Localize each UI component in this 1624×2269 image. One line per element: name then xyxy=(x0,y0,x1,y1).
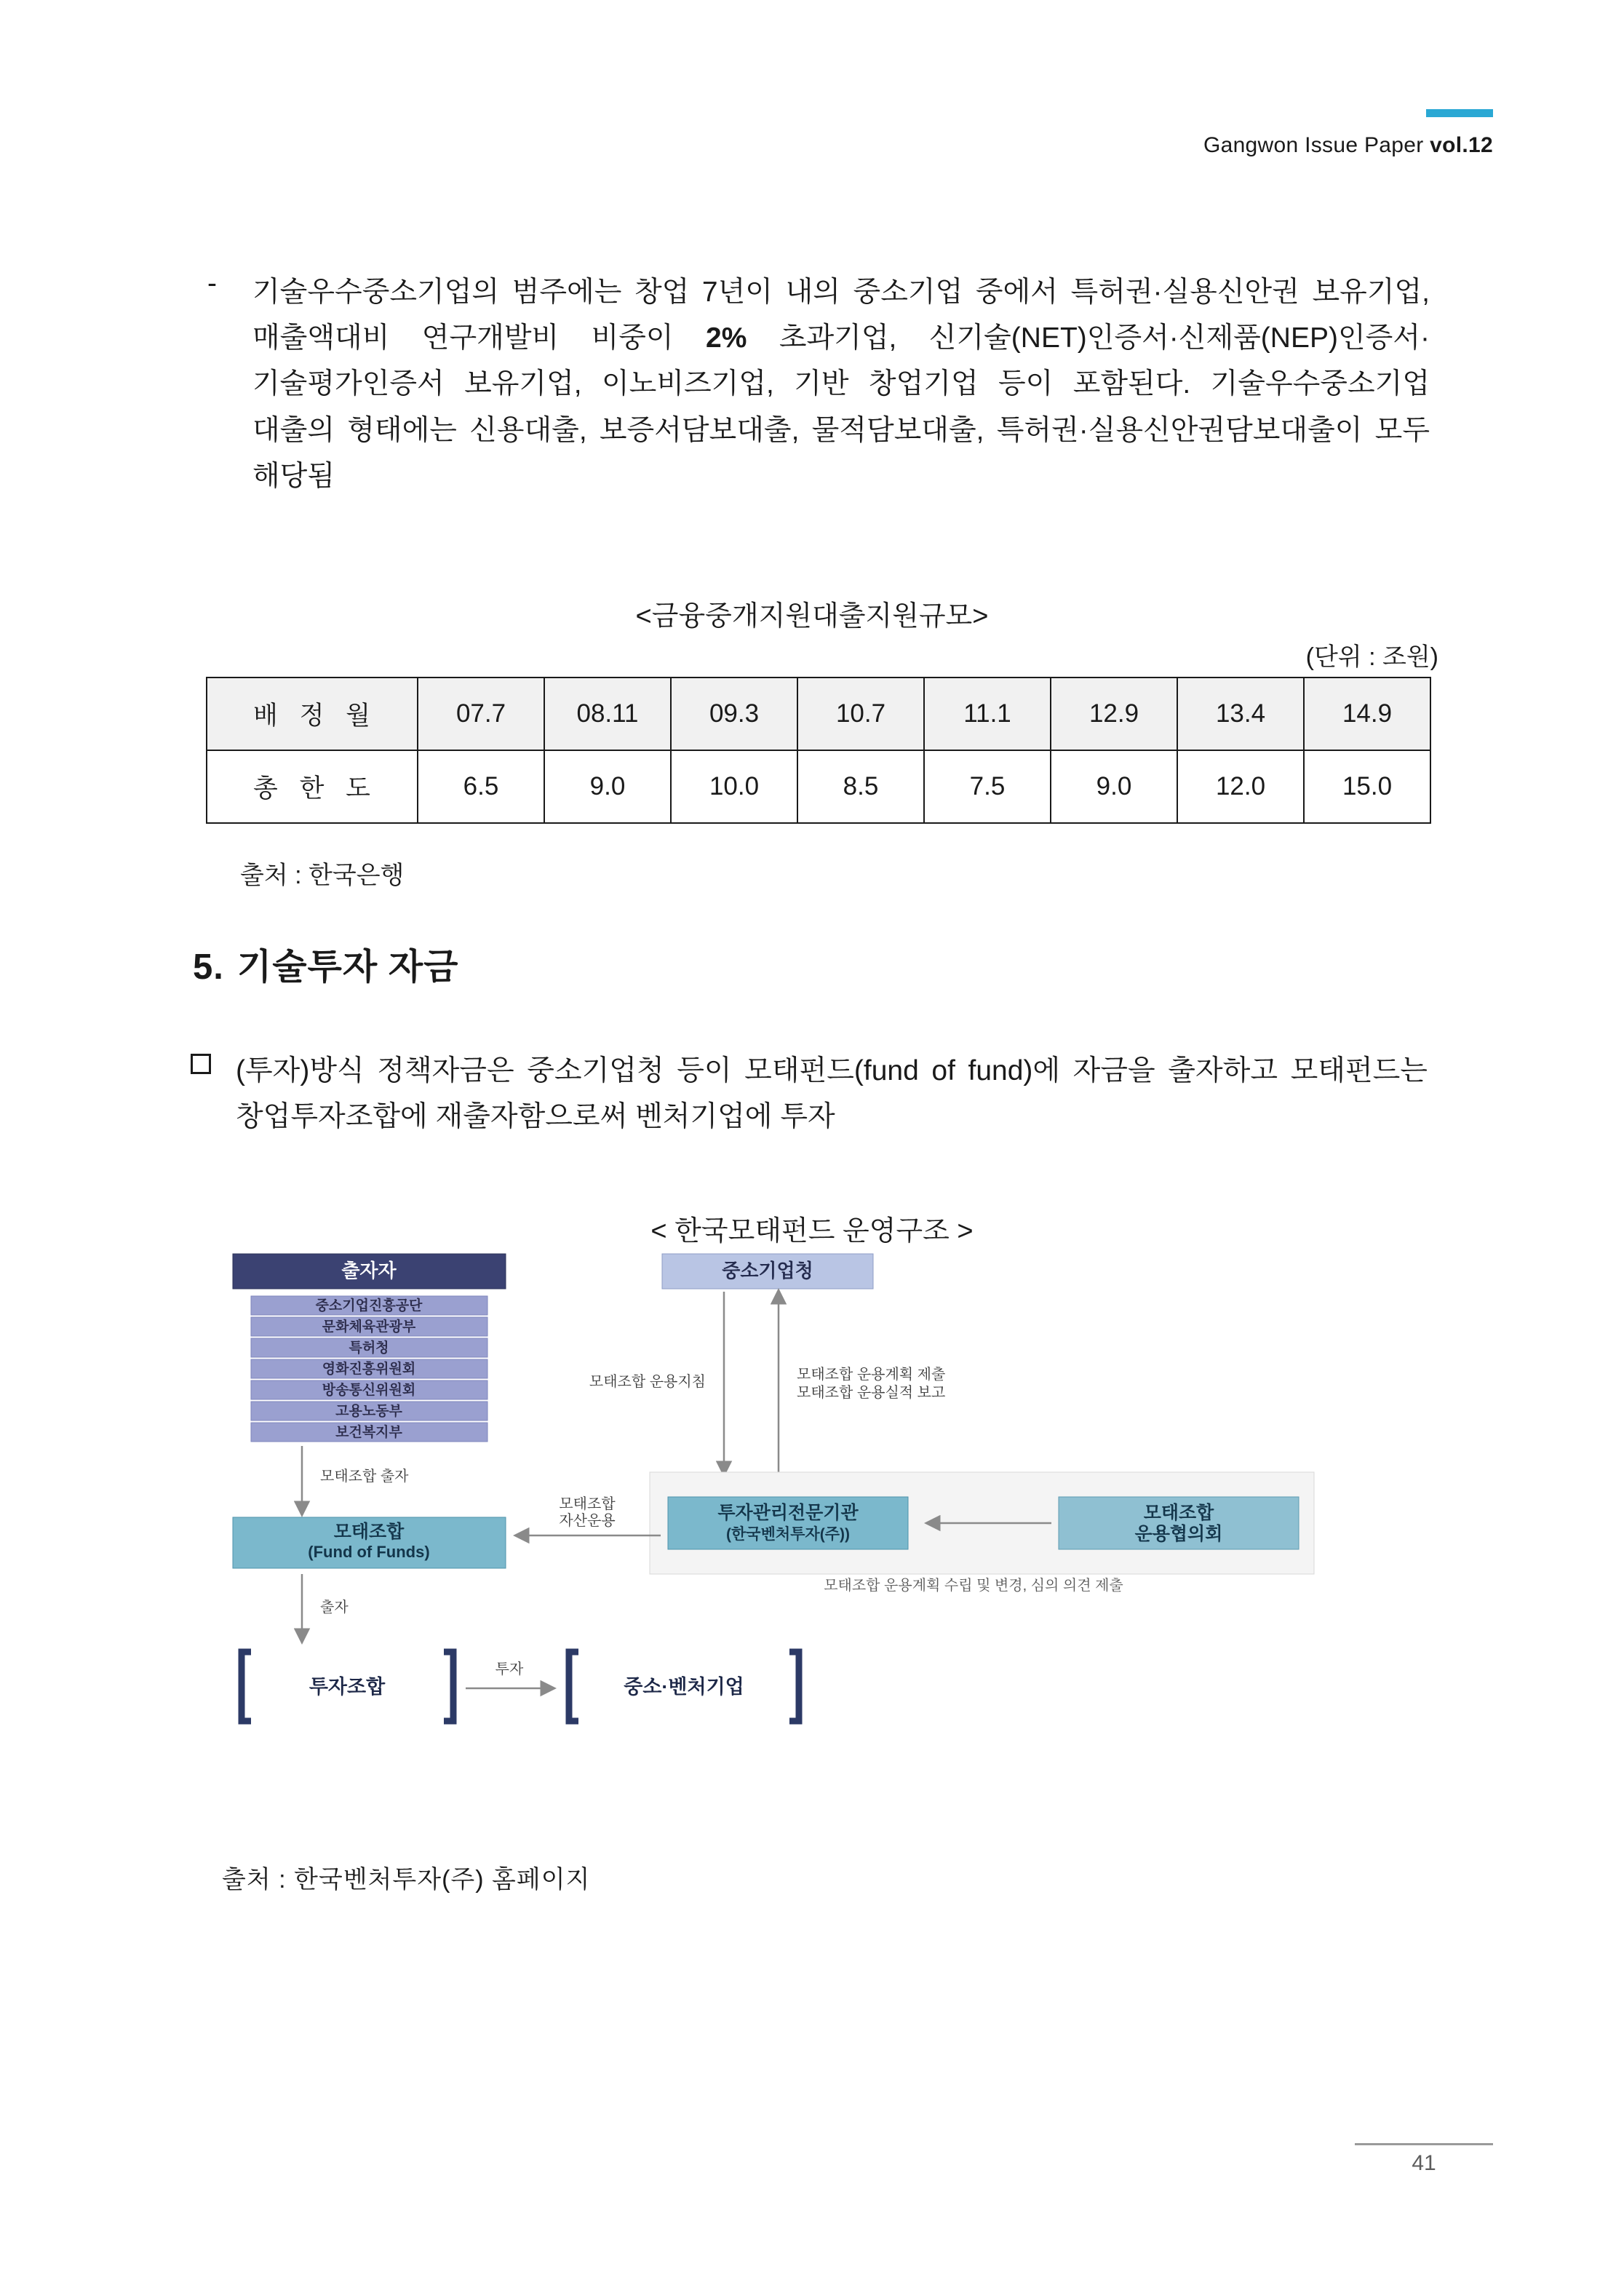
investment-union-label: 투자조합 xyxy=(309,1676,386,1698)
agency-mgmt-arrows xyxy=(589,1292,945,1474)
edge-label-investment: 투자 xyxy=(495,1661,524,1677)
paragraph-technology-firms xyxy=(252,269,1430,499)
figure-title: < 한국모태펀드 운영구조 > xyxy=(650,1216,974,1247)
paragraph-part-2: 초과기업, 신기술(NET)인증서·신제품(NEP)인증서·기술평가인증서 보유기업, 이노비즈기업, 기반 창업기업 등이 포함된다. 기술우수중소기업 대출의 형태에는 신용대출, 보증서담보대출, 물적담보대출, 특허권·실용신안권담보대출이 모두 해당됨 xyxy=(252,322,1430,492)
table-col-4: 11.1 xyxy=(924,677,1051,750)
table-row xyxy=(207,677,1430,750)
sme-agency-label: 중소기업청 xyxy=(722,1260,813,1281)
table-container xyxy=(206,677,1428,824)
section-number: 5. xyxy=(193,947,224,987)
investor-item-0: 중소기업진흥공단 xyxy=(315,1298,423,1314)
table-value-3: 8.5 xyxy=(797,750,924,823)
investor-item-2: 특허청 xyxy=(349,1340,389,1356)
table-value-1: 9.0 xyxy=(544,750,671,823)
paragraph-investment-method: (투자)방식 정책자금은 중소기업청 등이 모태펀드(fund of fund)에 자금을 출자하고 모태펀드는 창업투자조합에 재출자함으로써 벤처기업에 투자 xyxy=(236,1055,1428,1133)
table-value-7: 15.0 xyxy=(1304,750,1430,823)
council-group xyxy=(1059,1497,1299,1549)
header-title-volume: vol.12 xyxy=(1430,133,1493,157)
management-org-label-line2: (한국벤처투자(주)) xyxy=(726,1526,850,1543)
header-accent-bar xyxy=(1426,109,1493,117)
table-col-0: 07.7 xyxy=(418,677,544,750)
table-source: 출처 : 한국은행 xyxy=(240,862,405,889)
table-caption: <금융중개지원대출지원규모> xyxy=(635,601,989,632)
dash-paragraph-block xyxy=(207,269,1430,499)
edge-label-report-line1: 모태조합 운용계획 제출 xyxy=(797,1367,946,1383)
edge-label-asset-line2: 자산운용 xyxy=(559,1513,616,1529)
table-col-7: 14.9 xyxy=(1304,677,1430,750)
loan-support-table xyxy=(206,677,1431,824)
fund-of-funds-label-line1: 모태조합 xyxy=(333,1522,405,1542)
fund-union-arrow xyxy=(302,1574,349,1641)
asset-management-arrow xyxy=(517,1495,661,1535)
fund-of-funds-diagram xyxy=(226,1248,1426,1852)
investor-header-label: 출자자 xyxy=(341,1260,397,1281)
table-col-5: 12.9 xyxy=(1051,677,1177,750)
investor-item-5: 고용노동부 xyxy=(335,1404,402,1419)
table-col-6: 13.4 xyxy=(1177,677,1304,750)
table-unit-label: (단위 : 조원) xyxy=(1305,643,1438,671)
management-org-group xyxy=(668,1497,908,1549)
header-title-plain: Gangwon Issue Paper xyxy=(1203,133,1430,157)
table-row-header-1: 총 한 도 xyxy=(207,750,418,823)
venture-group xyxy=(569,1652,799,1721)
edge-label-fund-contribution: 모태조합 출자 xyxy=(320,1469,409,1485)
table-value-6: 12.0 xyxy=(1177,750,1304,823)
sme-agency-group xyxy=(662,1254,873,1289)
table-value-4: 7.5 xyxy=(924,750,1051,823)
investor-item-4: 방송통신위원회 xyxy=(322,1383,416,1398)
table-col-2: 09.3 xyxy=(671,677,797,750)
investor-group xyxy=(233,1254,506,1442)
council-label-line1: 모태조합 xyxy=(1143,1503,1214,1523)
edge-label-report-line2: 모태조합 운용실적 보고 xyxy=(797,1385,946,1401)
header-title xyxy=(1203,133,1493,158)
table-col-3: 10.7 xyxy=(797,677,924,750)
union-venture-arrow xyxy=(466,1661,553,1688)
paragraph-emphasis: 2% xyxy=(706,322,747,354)
edge-label-asset-line1: 모태조합 xyxy=(559,1496,616,1512)
edge-label-council-note: 모태조합 운용계획 수립 및 변경, 심의 의견 제출 xyxy=(824,1578,1123,1594)
investor-item-6: 보건복지부 xyxy=(335,1425,402,1440)
council-label-line2: 운용협의회 xyxy=(1134,1524,1223,1544)
square-bullet-icon xyxy=(191,1054,211,1074)
table-value-5: 9.0 xyxy=(1051,750,1177,823)
page-title xyxy=(193,939,459,990)
investor-item-1: 문화체육관광부 xyxy=(322,1319,416,1335)
investment-union-group xyxy=(242,1652,453,1721)
table-col-1: 08.11 xyxy=(544,677,671,750)
footer-divider xyxy=(1355,2143,1493,2145)
investor-fund-arrow xyxy=(302,1446,409,1514)
table-row-header-0: 배 정 월 xyxy=(207,677,418,750)
fund-of-funds-label-line2: (Fund of Funds) xyxy=(308,1543,430,1561)
square-bullet-block xyxy=(191,1048,1428,1140)
venture-label: 중소·벤처기업 xyxy=(624,1676,744,1698)
page-number: 41 xyxy=(1412,2151,1436,2175)
management-org-label-line1: 투자관리전문기관 xyxy=(717,1503,859,1523)
paragraph-part-1: 기술우수중소기업의 범주에는 창업 7년이 내의 중소기업 중에서 특허권·실용신안권 보유기업, 매출액대비 연구개발비 비중이 xyxy=(252,277,1430,354)
table-value-0: 6.5 xyxy=(418,750,544,823)
figure-source: 출처 : 한국벤처투자(주) 홈페이지 xyxy=(222,1866,591,1894)
investor-item-3: 영화진흥위원회 xyxy=(322,1362,416,1377)
dash-marker: - xyxy=(207,268,217,299)
table-row xyxy=(207,750,1430,823)
page-footer xyxy=(1355,2143,1493,2176)
section-title: 기술투자 자금 xyxy=(236,947,459,987)
fund-of-funds-group xyxy=(233,1517,506,1568)
edge-label-guideline: 모태조합 운용지침 xyxy=(589,1374,706,1390)
edge-label-contribution: 출자 xyxy=(320,1600,349,1616)
page-header xyxy=(1203,109,1493,158)
table-value-2: 10.0 xyxy=(671,750,797,823)
